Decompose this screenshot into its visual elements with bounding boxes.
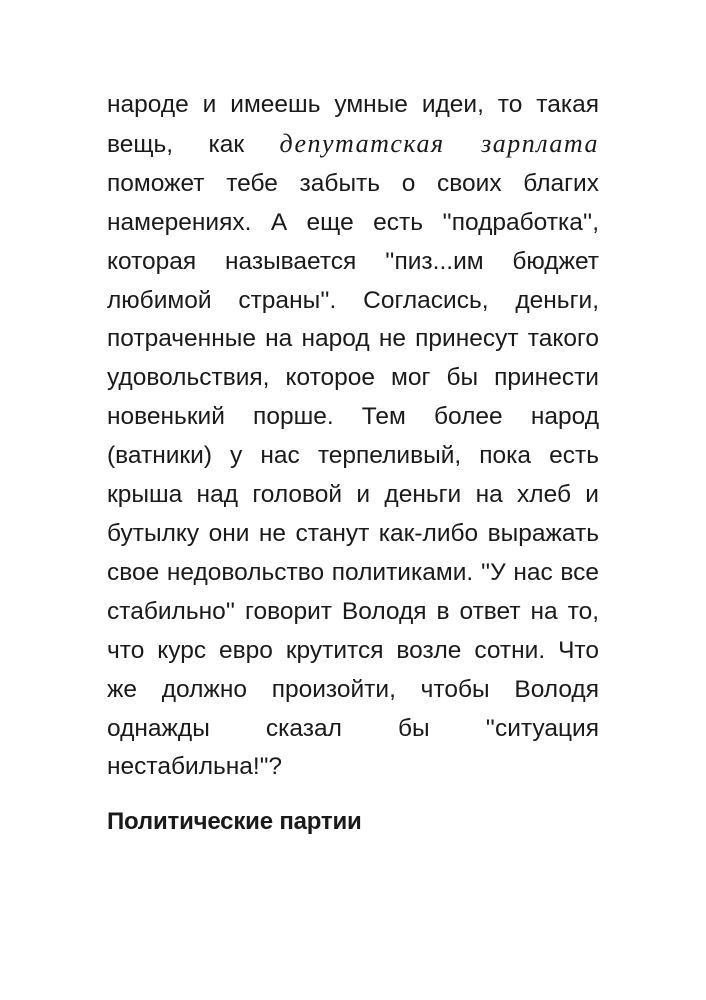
paragraph-text-end: поможет тебе забыть о своих благих намерениях. А еще есть ''подработка'', которая называется ''пиз...им бюджет любимой страны''. Согласись, деньги, потраченные на народ не принесут такого удовольствия, которое мог бы принести новенький порше. Тем более народ (ватники) у нас терпеливый, пока есть крыша над головой и деньги на хлеб и бутылку они не станут как-либо выражать свое недовольство политиками. ''У нас все стабильно'' говорит Володя в ответ на то, что курс евро крутится возле сотни. Что же должно произойти, чтобы Володя однажды сказал бы ''ситуация нестабильна!"? <box>107 169 599 781</box>
section-heading: Политические партии <box>107 808 362 836</box>
paragraph-text-start: народе и имеешь умные идеи, то такая вещь, как <box>107 91 599 158</box>
italic-phrase: депутатская зарплата <box>279 128 599 158</box>
body-paragraph <box>107 86 599 787</box>
document-page <box>107 86 599 841</box>
